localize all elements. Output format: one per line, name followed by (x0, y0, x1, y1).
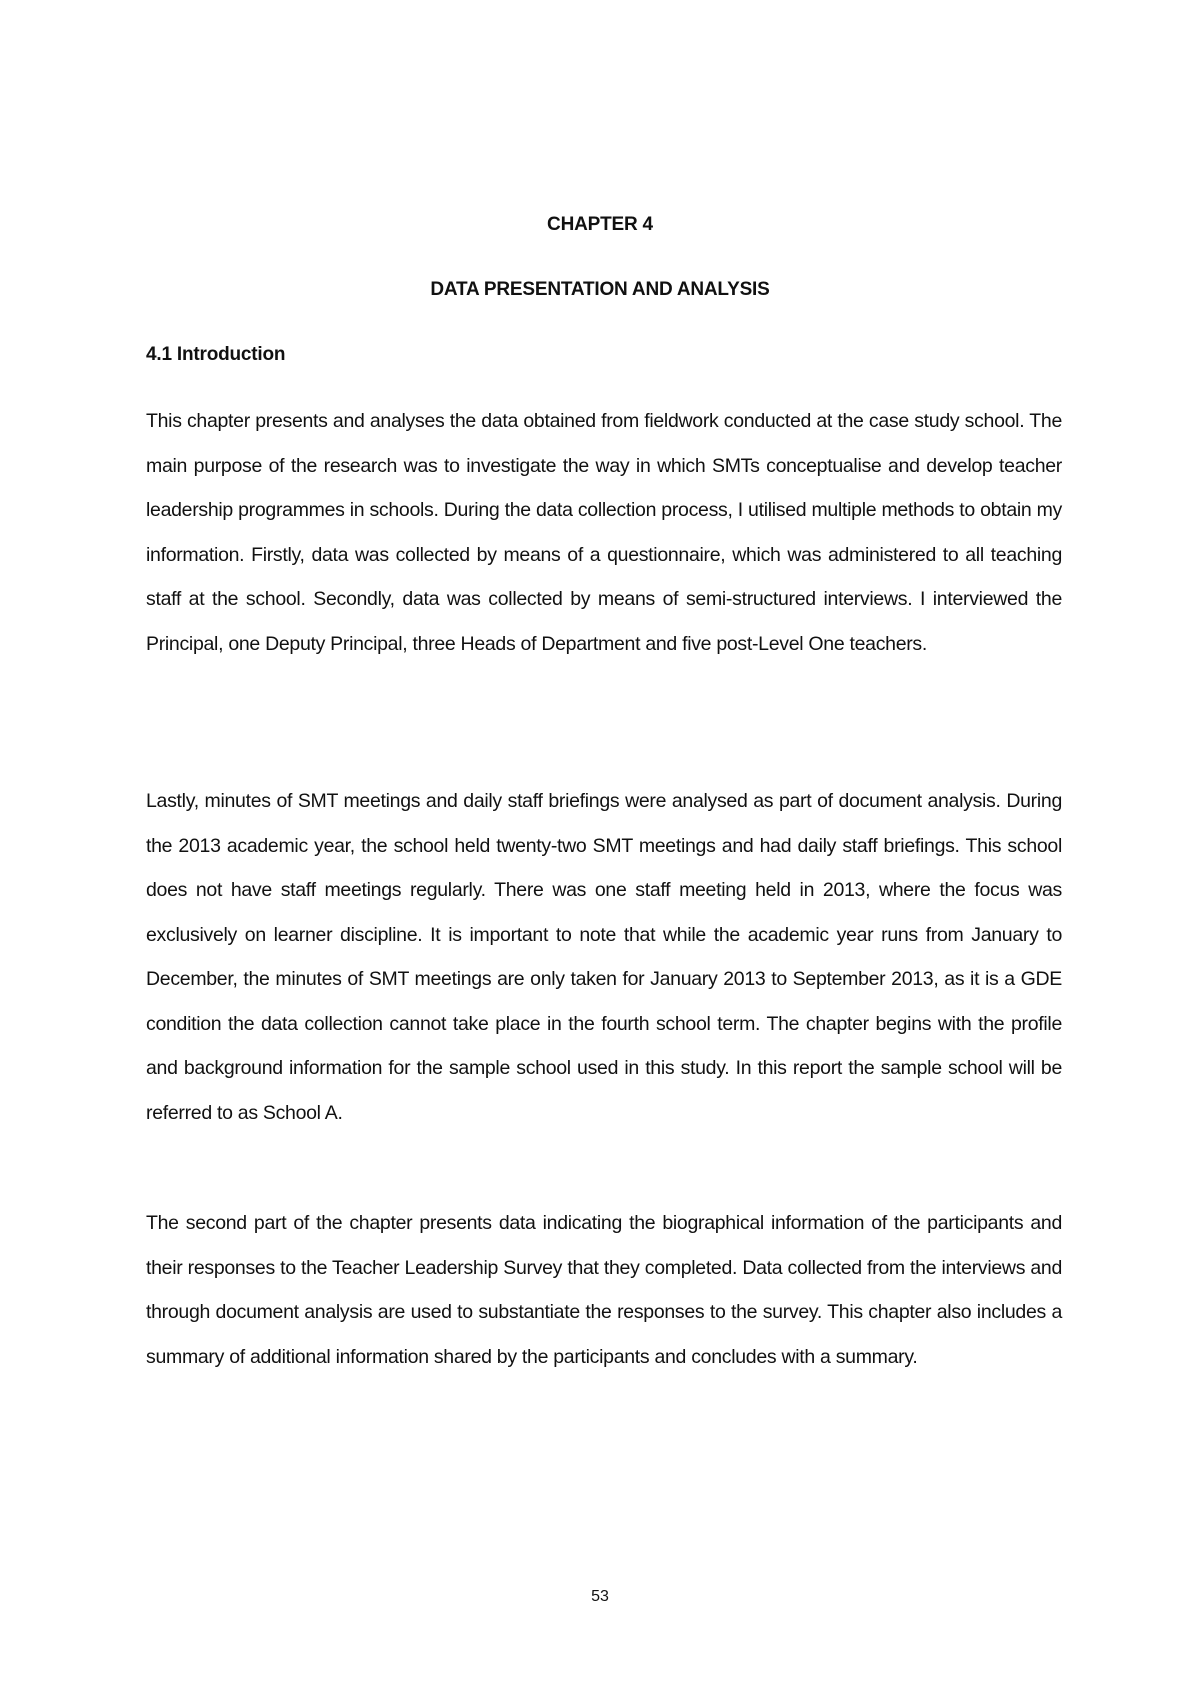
chapter-label: CHAPTER 4 (547, 214, 653, 235)
paragraph-2: Lastly, minutes of SMT meetings and daily staff briefings were analysed as part of document analysis. During the 2013 academic year, the school held twenty-two SMT meetings and had daily staff briefings. This school does not have staff meetings regularly. There was one staff meeting held in 2013, where the focus was exclusively on learner discipline. It is important to note that while the academic year runs from January to December, the minutes of SMT meetings are only taken for January 2013 to September 2013, as it is a GDE condition the data collection cannot take place in the fourth school term. The chapter begins with the profile and background information for the sample school used in this study. In this report the sample school will be referred to as School A. (146, 790, 1062, 1124)
section-heading: 4.1 Introduction (146, 344, 286, 365)
page-number: 53 (591, 1588, 609, 1605)
paragraph-3: The second part of the chapter presents data indicating the biographical information of the participants and their responses to the Teacher Leadership Survey that they completed. Data collected from the interviews and through document analysis are used to substantiate the responses to the survey. This chapter also includes a summary of additional information shared by the participants and concludes with a summary. (146, 1212, 1062, 1368)
paragraph-1: This chapter presents and analyses the data obtained from fieldwork conducted at the case study school. The main purpose of the research was to investigate the way in which SMTs conceptualise and develop teacher leadership programmes in schools. During the data collection process, I utilised multiple methods to obtain my information. Firstly, data was collected by means of a questionnaire, which was administered to all teaching staff at the school. Secondly, data was collected by means of semi-structured interviews. I interviewed the Principal, one Deputy Principal, three Heads of Department and five post-Level One teachers. (146, 410, 1062, 655)
chapter-title: DATA PRESENTATION AND ANALYSIS (430, 279, 770, 300)
